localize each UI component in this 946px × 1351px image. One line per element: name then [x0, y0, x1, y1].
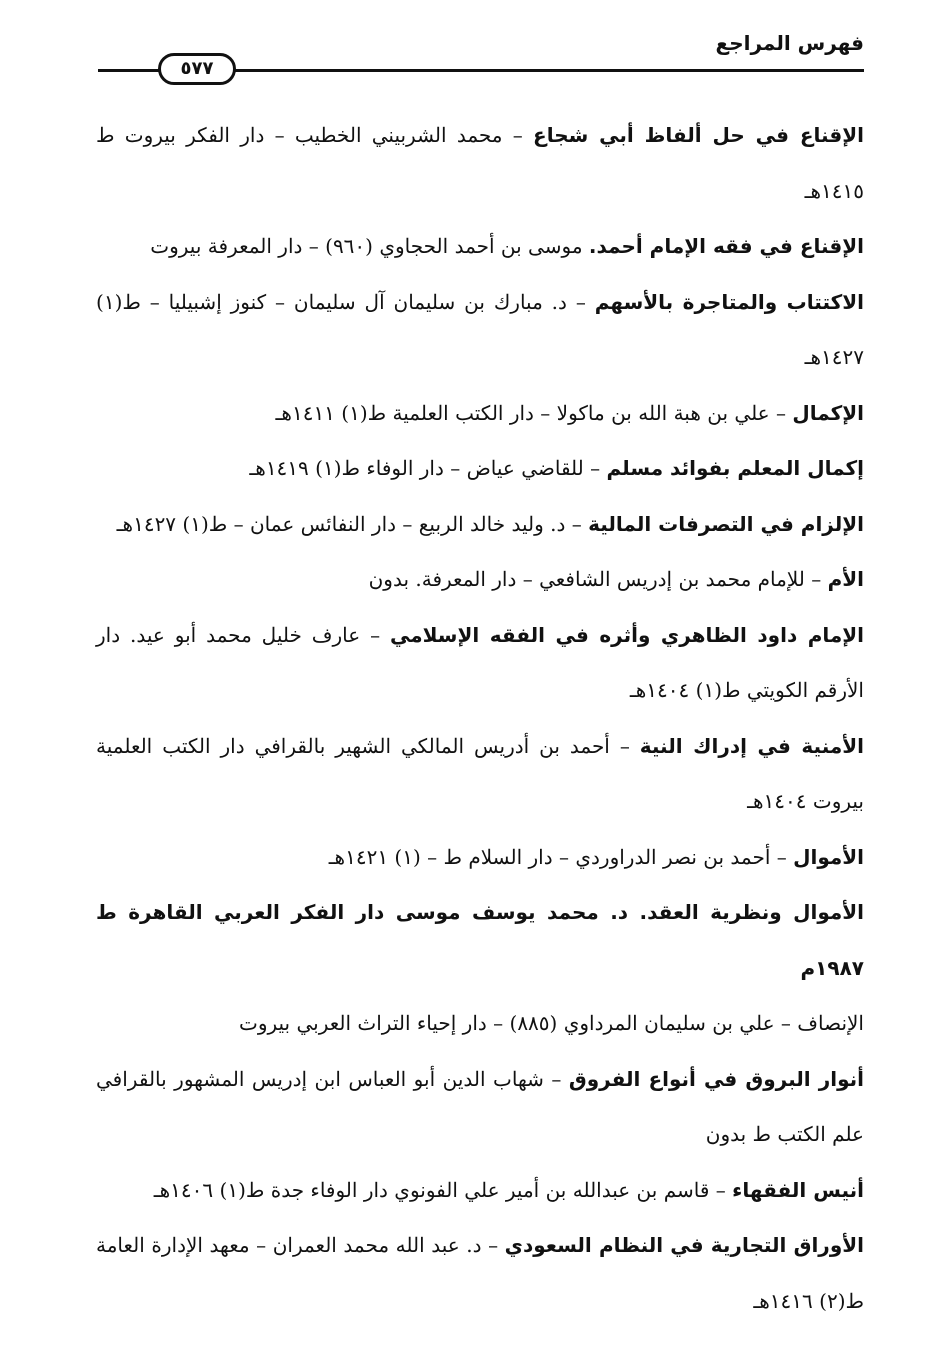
reference-entry [96, 275, 864, 386]
reference-details: – أحمد بن نصر الدراوردي – دار السلام ط – (١) ١٤٢١هـ [328, 844, 794, 869]
reference-details: – أحمد بن أدريس المالكي الشهير بالقرافي دار الكتب العلمية بيروت ١٤٠٤هـ [96, 733, 864, 813]
reference-title: الإقناع في حل ألفاظ أبي شجاع [533, 123, 864, 147]
reference-title: الأم [827, 567, 864, 591]
reference-details: – د. وليد خالد الربيع – دار النفائس عمان – ط(١) ١٤٢٧هـ [116, 511, 589, 536]
reference-title: الإقناع في فقه الإمام أحمد. [588, 234, 864, 258]
reference-details: – علي بن هبة الله بن ماكولا – دار الكتب العلمية ط(١) ١٤١١هـ [275, 400, 793, 425]
reference-entry [96, 608, 864, 719]
reference-entry [96, 108, 864, 219]
references-list [96, 108, 864, 1329]
reference-title: الأموال ونظرية العقد. د. محمد يوسف موسى دار الفكر العربي القاهرة ط ١٩٨٧م [96, 900, 864, 980]
reference-details: موسى بن أحمد الحجاوي (٩٦٠) – دار المعرفة بيروت [150, 234, 589, 258]
reference-title: أنيس الفقهاء [732, 1177, 864, 1202]
reference-entry [96, 552, 864, 608]
reference-entry [96, 386, 864, 442]
reference-entry [96, 441, 864, 497]
reference-entry [96, 1163, 864, 1219]
reference-entry [96, 497, 864, 553]
reference-details: – عارف خليل محمد أبو عيد. دار الأرقم الكويتي ط(١) ١٤٠٤هـ [96, 622, 864, 702]
reference-details: – للإمام محمد بن إدريس الشافعي – دار المعرفة. بدون [368, 567, 828, 591]
reference-title: الإلزام في التصرفات المالية [588, 511, 864, 536]
reference-entry [96, 219, 864, 275]
running-title: فهرس المراجع [715, 31, 864, 55]
reference-entry [96, 885, 864, 996]
reference-details: – محمد الشربيني الخطيب – دار الفكر بيروت ط ١٤١٥هـ [96, 123, 864, 203]
reference-title: الإكمال [792, 400, 864, 425]
reference-details: – د. عبد الله محمد العمران – معهد الإدارة العامة ط(٢) ١٤١٦هـ [96, 1233, 864, 1313]
reference-entry [96, 719, 864, 830]
reference-details: – شهاب الدين أبو العباس ابن إدريس المشهور بالقرافي علم الكتب ط بدون [96, 1066, 864, 1146]
page-number-badge: ٥٧٧ [158, 53, 236, 85]
reference-title: أنوار البروق في أنواع الفروق [568, 1066, 864, 1091]
reference-details: – د. مبارك بن سليمان آل سليمان – كنوز إشبيليا – ط(١) ١٤٢٧هـ [96, 289, 864, 369]
reference-title: الأمنية في إدراك النية [639, 733, 864, 758]
reference-entry [96, 830, 864, 886]
reference-title: إكمال المعلم بفوائد مسلم [606, 456, 864, 480]
reference-entry [96, 1218, 864, 1329]
reference-details: – للقاضي عياض – دار الوفاء ط(١) ١٤١٩هـ [249, 456, 607, 480]
reference-details: الإنصاف – علي بن سليمان المرداوي (٨٨٥) – دار إحياء التراث العربي بيروت [238, 1011, 864, 1035]
reference-title: الأموال [793, 844, 864, 869]
reference-entry [96, 1052, 864, 1163]
reference-details: – قاسم بن عبدالله بن أمير علي الفونوي دار الوفاء جدة ط(١) ١٤٠٦هـ [153, 1177, 733, 1202]
reference-title: الاكتتاب والمتاجرة بالأسهم [594, 289, 864, 314]
reference-title: الأوراق التجارية في النظام السعودي [504, 1233, 864, 1257]
page-header [98, 22, 864, 86]
reference-entry [96, 996, 864, 1052]
reference-title: الإمام داود الظاهري وأثره في الفقه الإسلامي [389, 622, 865, 647]
